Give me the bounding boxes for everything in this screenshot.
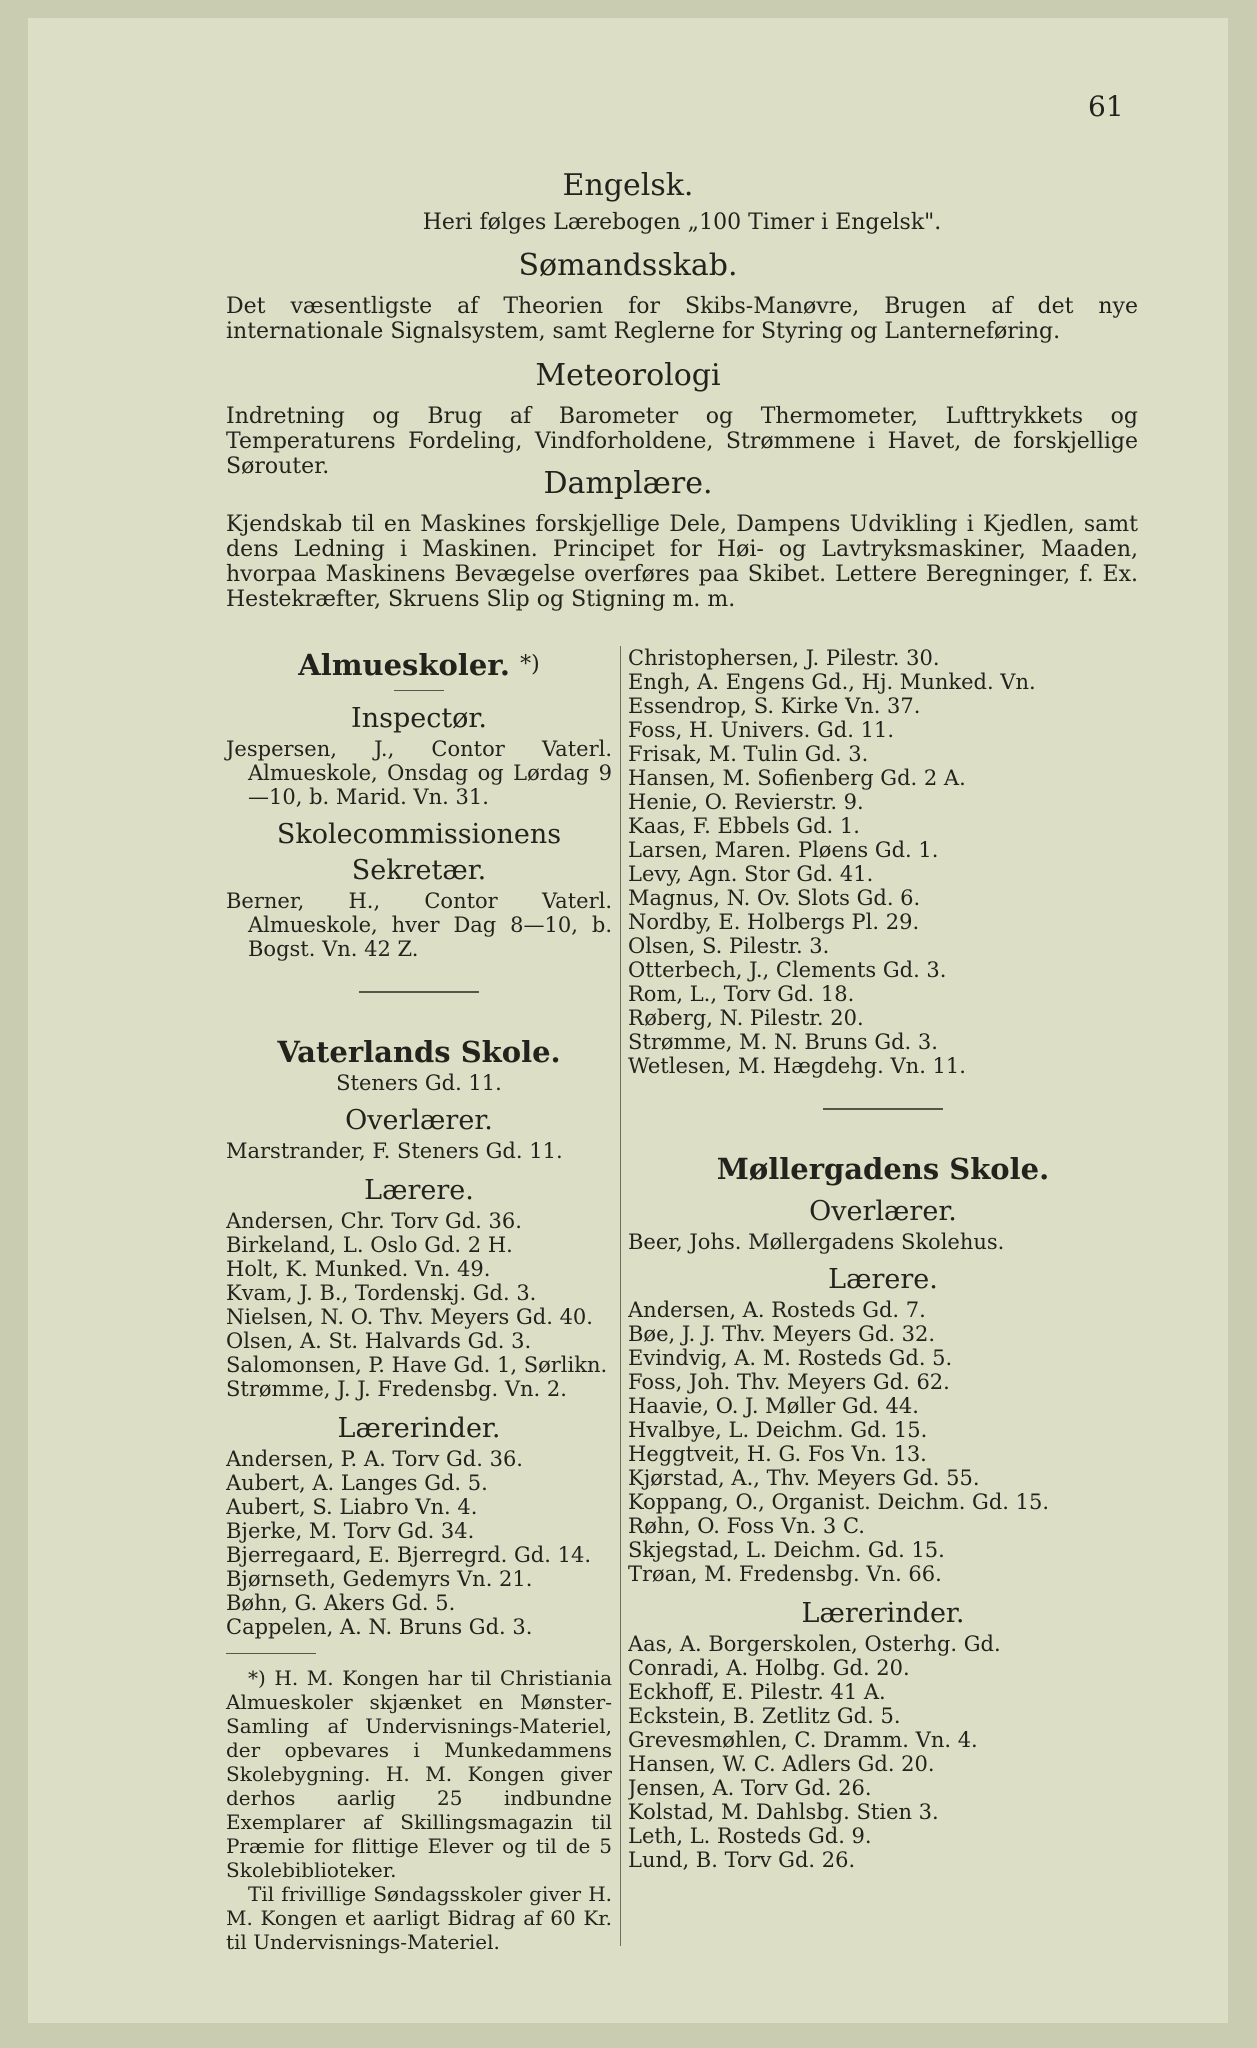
secretary-text: Berner, H., Contor Vaterl. Almueskole, hver Dag 8—10, b. Bogst. Vn. 42 Z.: [226, 889, 612, 961]
list-item: Røberg, N. Pilestr. 20.: [628, 1006, 864, 1030]
list-item: Foss, Joh. Thv. Meyers Gd. 62.: [628, 1370, 950, 1394]
almueskoler-title: Almueskoler. *): [298, 648, 540, 682]
vaterland-title: Vaterlands Skole.: [277, 1035, 561, 1069]
footnote: [226, 1666, 612, 1954]
column-divider: [620, 646, 621, 1946]
laerere-list: [226, 1209, 612, 1401]
page-number: 61: [1088, 90, 1124, 123]
heading-meteorology: Meteorologi: [535, 358, 721, 393]
list-item: Kvam, J. B., Tordenskj. Gd. 3.: [226, 1281, 537, 1305]
list-item: Koppang, O., Organist. Deichm. Gd. 15.: [628, 1490, 1050, 1514]
list-item: Holt, K. Munked. Vn. 49.: [226, 1257, 491, 1281]
list-item: Bjørnseth, Gedemyrs Vn. 21.: [226, 1567, 533, 1591]
laererinder-list: [226, 1447, 612, 1639]
list-item: Rom, L., Torv Gd. 18.: [628, 982, 855, 1006]
list-item: Aubert, S. Liabro Vn. 4.: [226, 1495, 478, 1519]
list-item: Kaas, F. Ebbels Gd. 1.: [628, 814, 860, 838]
list-item: Essendrop, S. Kirke Vn. 37.: [628, 694, 921, 718]
english-text: Heri følges Lærebogen „100 Timer i Engelsk".: [422, 210, 942, 235]
list-item: Christophersen, J. Pilestr. 30.: [628, 646, 940, 670]
list-item: Levy, Agn. Stor Gd. 41.: [628, 862, 874, 886]
list-item: Nordby, E. Holbergs Pl. 29.: [628, 910, 920, 934]
list-item: Larsen, Maren. Pløens Gd. 1.: [628, 838, 939, 862]
list-item: Trøan, M. Fredensbg. Vn. 66.: [628, 1562, 942, 1586]
list-item: Olsen, A. St. Halvards Gd. 3.: [226, 1329, 532, 1353]
overlaerer-heading: Overlærer.: [809, 1196, 957, 1227]
laererinder-list: [628, 1632, 1138, 1872]
vaterland-address: Steners Gd. 11.: [336, 1071, 502, 1095]
laererinder-heading: Lærerinder.: [337, 1413, 501, 1444]
continued-list: [628, 646, 1138, 1078]
divider: [394, 690, 444, 691]
overlaerer-entry: Beer, Johs. Møllergadens Skolehus.: [628, 1230, 1005, 1254]
left-column: [226, 646, 612, 1954]
footnote-divider: [226, 1653, 316, 1654]
heading-steam: Damplære.: [543, 466, 713, 501]
list-item: Cappelen, A. N. Bruns Gd. 3.: [226, 1615, 533, 1639]
list-item: Evindvig, A. M. Rosteds Gd. 5.: [628, 1346, 953, 1370]
list-item: Aas, A. Borgerskolen, Osterhg. Gd.: [628, 1632, 1001, 1656]
right-column: [628, 646, 1138, 1872]
list-item: Strømme, J. J. Fredensbg. Vn. 2.: [226, 1377, 567, 1401]
list-item: Kolstad, M. Dahlsbg. Stien 3.: [628, 1800, 939, 1824]
laererinder-heading: Lærerinder.: [801, 1598, 965, 1629]
list-item: Bøe, J. J. Thv. Meyers Gd. 32.: [628, 1322, 936, 1346]
list-item: Lund, B. Torv Gd. 26.: [628, 1848, 856, 1872]
overlaerer-entry: Marstrander, F. Steners Gd. 11.: [226, 1139, 563, 1163]
list-item: Conradi, A. Holbg. Gd. 20.: [628, 1656, 910, 1680]
list-item: Olsen, S. Pilestr. 3.: [628, 934, 830, 958]
footnote-paragraph: Til frivillige Søndagsskoler giver H. M. Kongen et aarligt Bidrag af 60 Kr. til Undervisnings-Materiel.: [226, 1882, 612, 1954]
list-item: Heggtveit, H. G. Fos Vn. 13.: [628, 1442, 927, 1466]
list-item: Andersen, A. Rosteds Gd. 7.: [628, 1298, 926, 1322]
list-item: Engh, A. Engens Gd., Hj. Munked. Vn.: [628, 670, 1036, 694]
list-item: Bjerke, M. Torv Gd. 34.: [226, 1519, 475, 1543]
document-page: [28, 18, 1228, 2023]
list-item: Wetlesen, M. Hægdehg. Vn. 11.: [628, 1054, 966, 1078]
list-item: Frisak, M. Tulin Gd. 3.: [628, 742, 869, 766]
list-item: Røhn, O. Foss Vn. 3 C.: [628, 1514, 865, 1538]
list-item: Hansen, W. C. Adlers Gd. 20.: [628, 1752, 935, 1776]
list-item: Salomonsen, P. Have Gd. 1, Sørlikn.: [226, 1353, 608, 1377]
list-item: Leth, L. Rosteds Gd. 9.: [628, 1824, 872, 1848]
list-item: Kjørstad, A., Thv. Meyers Gd. 55.: [628, 1466, 980, 1490]
list-item: Nielsen, N. O. Thv. Meyers Gd. 40.: [226, 1305, 593, 1329]
list-item: Strømme, M. N. Bruns Gd. 3.: [628, 1030, 938, 1054]
overlaerer-heading: Overlærer.: [345, 1105, 493, 1136]
divider: [823, 1108, 943, 1110]
moller-title: Møllergadens Skole.: [716, 1152, 1050, 1186]
list-item: Skjegstad, L. Deichm. Gd. 15.: [628, 1538, 945, 1562]
list-item: Aubert, A. Langes Gd. 5.: [226, 1471, 488, 1495]
list-item: Grevesmøhlen, C. Dramm. Vn. 4.: [628, 1728, 978, 1752]
secretary-heading: Skolecommissionens Sekretær.: [276, 819, 562, 886]
laerere-list: [628, 1298, 1138, 1586]
laerere-heading: Lærere.: [828, 1264, 938, 1295]
list-item: Jensen, A. Torv Gd. 26.: [628, 1776, 872, 1800]
list-item: Magnus, N. Ov. Slots Gd. 6.: [628, 886, 921, 910]
list-item: Birkeland, L. Oslo Gd. 2 H.: [226, 1233, 513, 1257]
heading-seamanship: Sømandsskab.: [518, 248, 738, 283]
meteorology-text: Indretning og Brug af Barometer og Thermometer, Lufttrykkets og Temperaturens Fordeling, Vindforholdene, Strømmene i Havet, de forskjellige Sørouter.: [226, 404, 1138, 479]
list-item: Otterbech, J., Clements Gd. 3.: [628, 958, 947, 982]
list-item: Andersen, P. A. Torv Gd. 36.: [226, 1447, 523, 1471]
seamanship-text: Det væsentligste af Theorien for Skibs-Manøvre, Brugen af det nye internationale Signalsystem, samt Reglerne for Styring og Lanterneføring.: [226, 294, 1138, 344]
list-item: Hansen, M. Sofienberg Gd. 2 A.: [628, 766, 966, 790]
list-item: Bjerregaard, E. Bjerregrd. Gd. 14.: [226, 1543, 591, 1567]
inspector-heading: Inspectør.: [351, 703, 487, 734]
list-item: Foss, H. Univers. Gd. 11.: [628, 718, 894, 742]
list-item: Henie, O. Revierstr. 9.: [628, 790, 864, 814]
list-item: Eckhoff, E. Pilestr. 41 A.: [628, 1680, 886, 1704]
steam-text: Kjendskab til en Maskines forskjellige Dele, Dampens Udvikling i Kjedlen, samt dens Ledning i Maskinen. Principet for Høi- og Lavtryksmaskiner, Maaden, hvorpaa Maskinens Bevægelse overføres paa Skibet. Lettere Beregninger, f. Ex. Hestekræfter, Skruens Slip og Stigning m. m.: [226, 512, 1138, 612]
list-item: Eckstein, B. Zetlitz Gd. 5.: [628, 1704, 901, 1728]
heading-english: Engelsk.: [562, 168, 694, 203]
list-item: Haavie, O. J. Møller Gd. 44.: [628, 1394, 919, 1418]
footnote-paragraph: *) H. M. Kongen har til Christiania Almueskoler skjænket en Mønster-Samling af Undervisnings-Materiel, der opbevares i Munkedammens Skolebygning. H. M. Kongen giver derhos aarlig 25 indbundne Exemplarer af Skillingsmagazin til Præmie for flittige Elever og til de 5 Skolebiblioteker.: [226, 1666, 612, 1882]
list-item: Hvalbye, L. Deichm. Gd. 15.: [628, 1418, 928, 1442]
list-item: Andersen, Chr. Torv Gd. 36.: [226, 1209, 522, 1233]
inspector-text: Jespersen, J., Contor Vaterl. Almueskole, Onsdag og Lørdag 9—10, b. Marid. Vn. 31.: [226, 737, 612, 809]
divider: [359, 991, 479, 993]
laerere-heading: Lærere.: [364, 1175, 474, 1206]
list-item: Bøhn, G. Akers Gd. 5.: [226, 1591, 456, 1615]
